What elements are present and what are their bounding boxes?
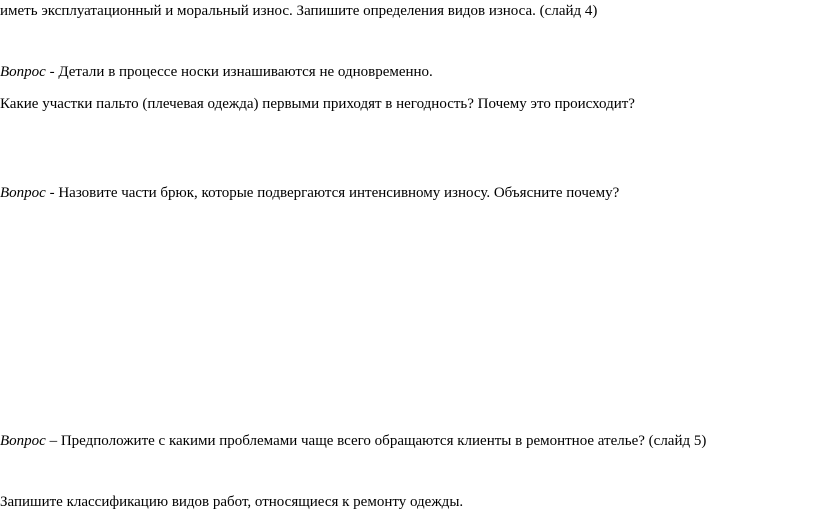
paragraph-wear-definitions [0, 2, 597, 20]
question-text: Предположите с какими проблемами чаще всего обращаются клиенты в ремонтное ателье? (слайд 5) [60, 433, 707, 449]
question-text: Детали в процессе носки изнашиваются не одновременно. [58, 64, 433, 80]
question-label: Вопрос [0, 64, 46, 80]
paragraph-text: Какие участки пальто (плечевая одежда) первыми приходят в негодность? Почему это происходит? [0, 96, 635, 112]
question-separator: – [45, 433, 61, 449]
question-separator: - [45, 64, 59, 80]
paragraph-text: иметь эксплуатационный и моральный износ. Запишите определения видов износа. (слайд 4) [0, 3, 598, 19]
question-separator: - [45, 185, 59, 201]
paragraph-coat-question [0, 95, 635, 113]
paragraph-repair-classification [0, 493, 463, 511]
question-label: Вопрос [0, 185, 46, 201]
question-trousers-wear [0, 184, 619, 202]
question-label: Вопрос [0, 433, 46, 449]
paragraph-text: Запишите классификацию видов работ, относящиеся к ремонту одежды. [0, 494, 464, 510]
question-text: Назовите части брюк, которые подвергаются интенсивному износу. Объясните почему? [58, 185, 620, 201]
question-parts-wear [0, 63, 433, 81]
question-repair-atelier [0, 432, 706, 450]
